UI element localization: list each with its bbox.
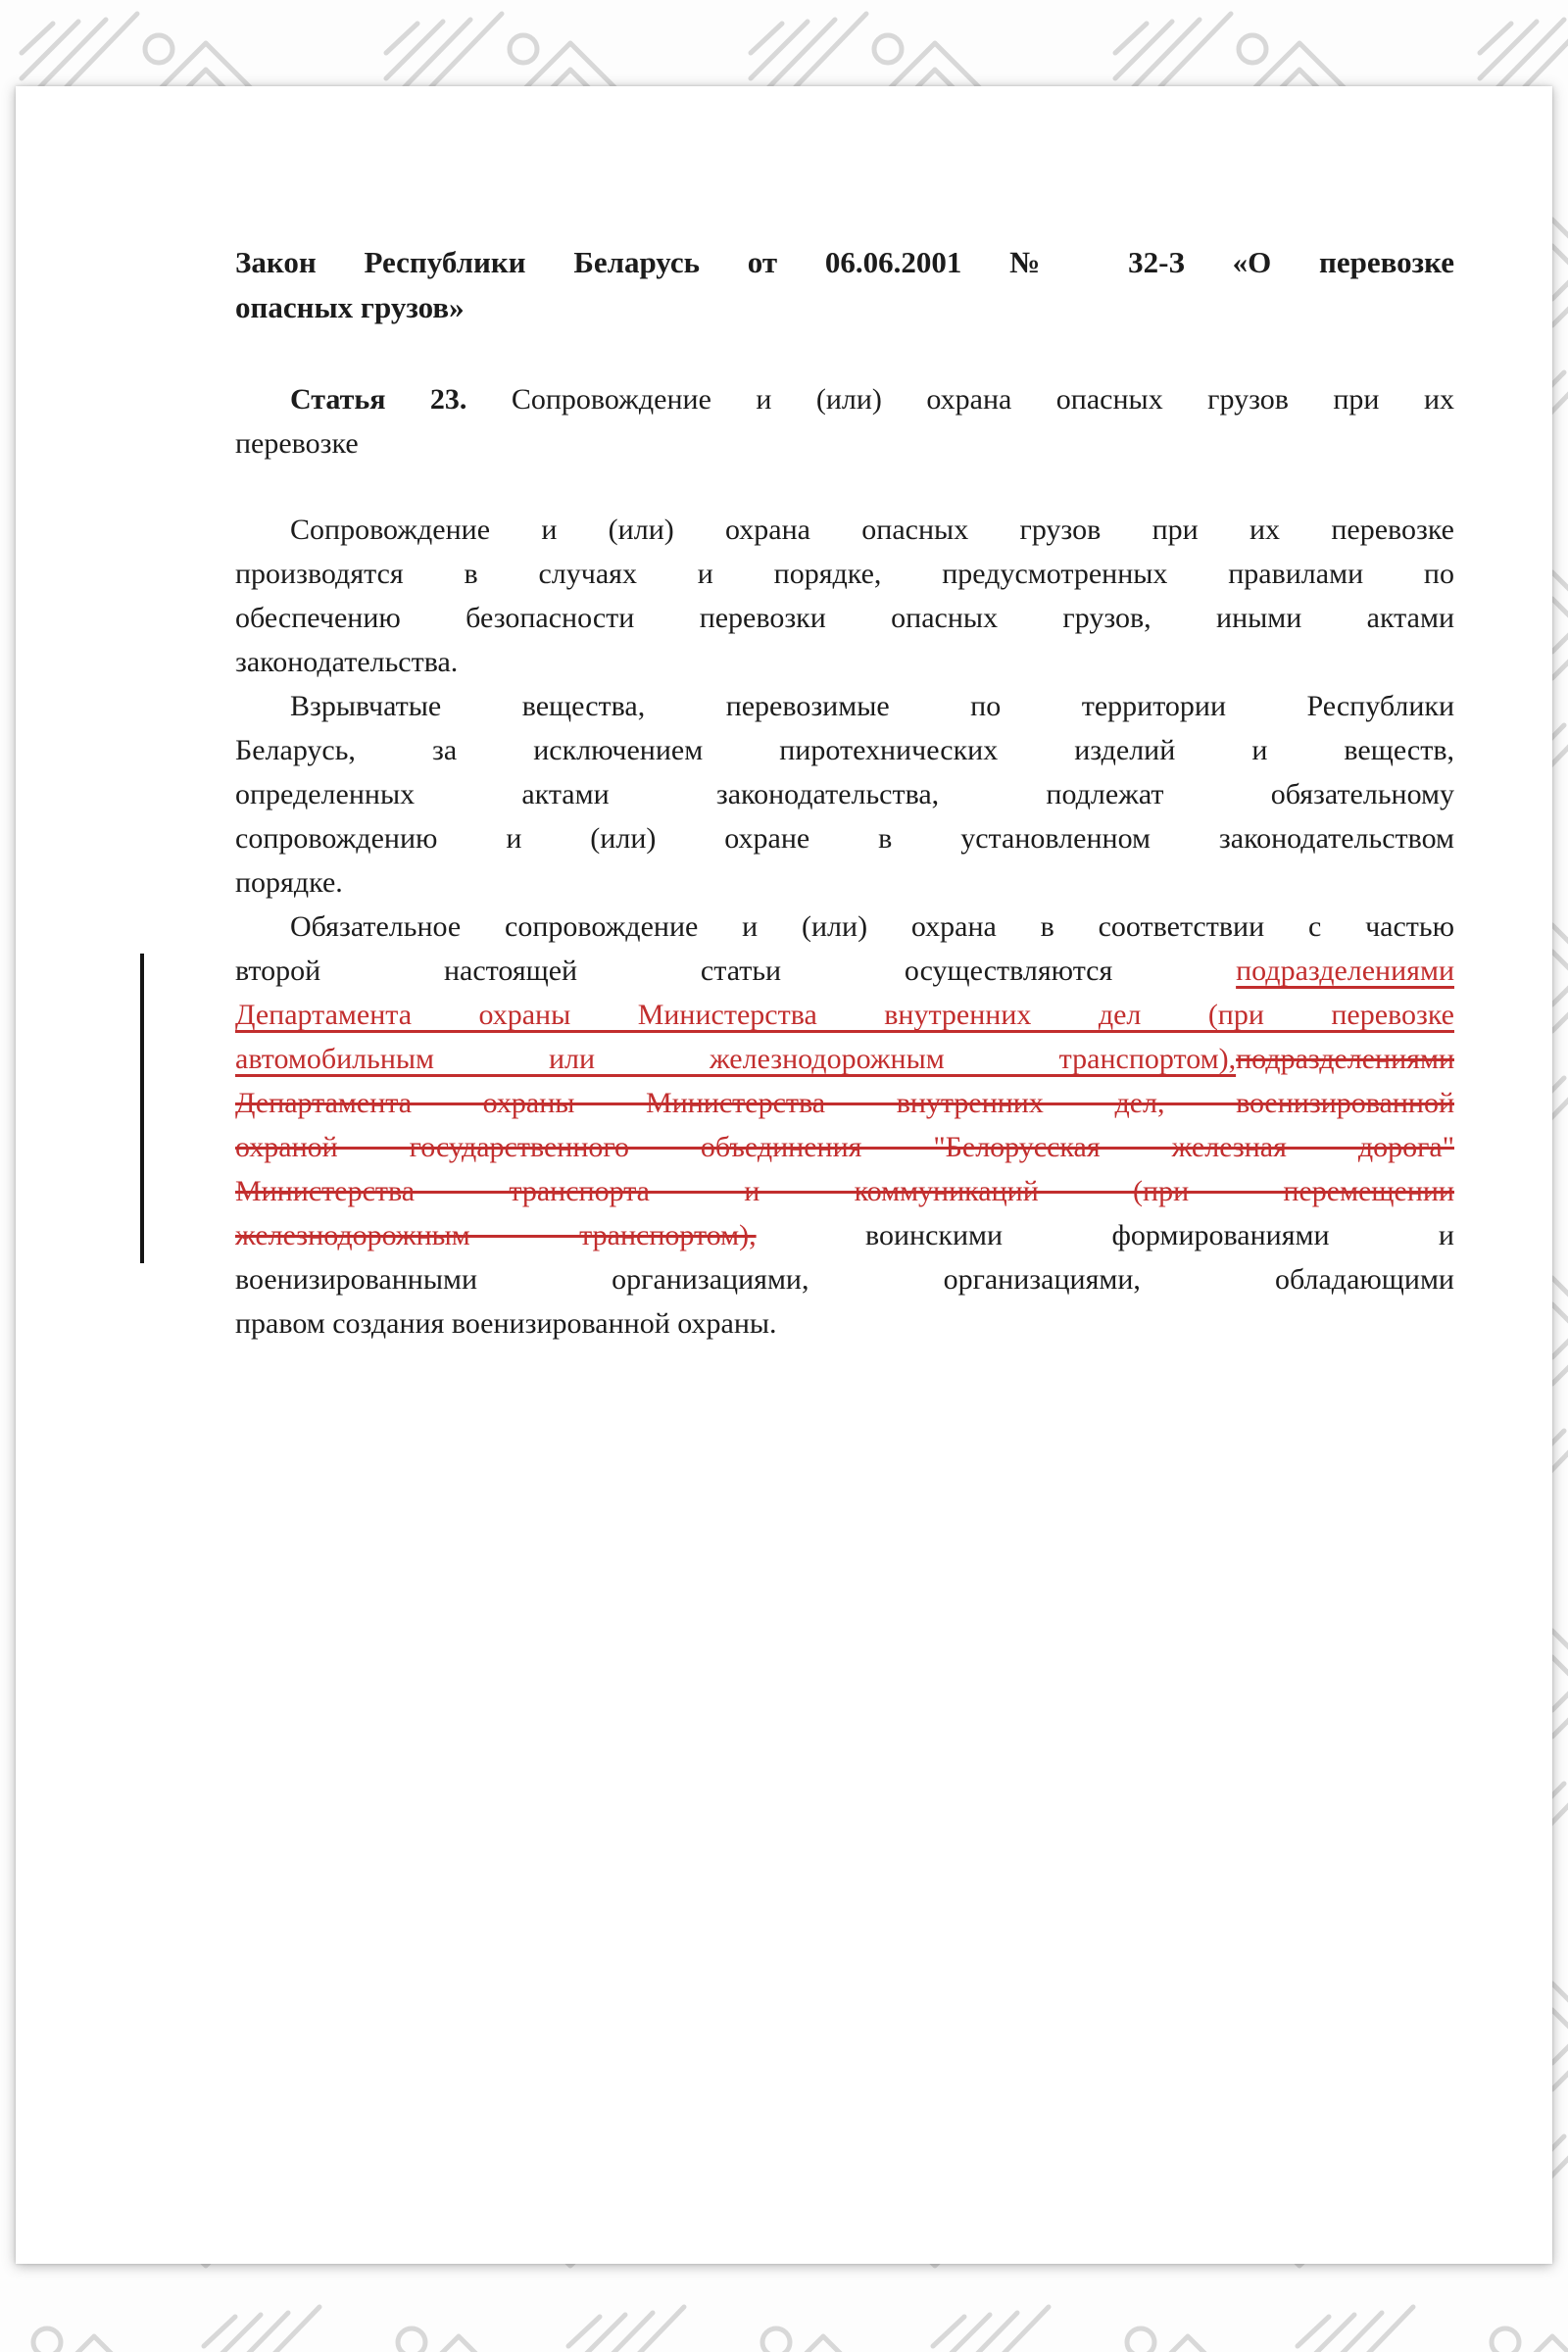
paragraph3-text: правом создания военизированной охраны. — [235, 1307, 777, 1340]
law-title-line-1: Закон Республики Беларусь от 06.06.2001 № 32-З «О перевозке — [235, 245, 1454, 279]
paragraph1-line: производятся в случаях и порядке, предусмотренных правилами по — [235, 558, 1454, 590]
deleted-text: Департамента охраны Министерства внутренних дел, военизированной — [235, 1087, 1454, 1119]
article-heading-text: Сопровождение и (или) охрана опасных грузов при их — [466, 383, 1455, 416]
paragraph3-line — [235, 1037, 1454, 1081]
article-number-label: Статья 23. — [290, 383, 467, 416]
paragraph3-line — [235, 1213, 1454, 1257]
paragraph3-line — [235, 993, 1454, 1037]
paragraph2-line: Беларусь, за исключением пиротехнических изделий и веществ, — [235, 734, 1454, 766]
paragraph2-line: порядке. — [235, 866, 343, 899]
paragraph3-line — [235, 949, 1454, 993]
paragraph3-text: военизированными организациями, организациями, обладающими — [235, 1263, 1454, 1296]
law-title-line-2: опасных грузов» — [235, 290, 465, 324]
paragraph3-line — [235, 1125, 1454, 1169]
page-content — [235, 240, 1454, 1346]
paragraph3-line — [235, 1169, 1454, 1213]
paragraph3-line — [235, 1081, 1454, 1125]
document-page — [16, 86, 1552, 2264]
paragraph1-line: обеспечению безопасности перевозки опасных грузов, иными актами — [235, 602, 1454, 634]
deleted-text: охраной государственного объединения "Белорусская железная дорога" — [235, 1131, 1454, 1163]
deleted-text: Министерства транспорта и коммуникаций (при перемещении — [235, 1175, 1454, 1207]
paragraph3-text: Обязательное сопровождение и (или) охрана в соответствии с частью — [290, 910, 1454, 943]
paragraph3-line — [235, 905, 1454, 949]
paragraph1-line: Сопровождение и (или) охрана опасных грузов при их перевозке — [290, 514, 1454, 546]
inserted-text: Департамента охраны Министерства внутренних дел (при перевозке — [235, 999, 1454, 1031]
paragraph2-line: Взрывчатые вещества, перевозимые по территории Республики — [290, 690, 1454, 722]
inserted-text: подразделениями — [1236, 955, 1454, 987]
paragraph3-line — [235, 1257, 1454, 1301]
paragraph3-text: второй настоящей статьи осуществляются — [235, 955, 1237, 987]
article-heading-line-1 — [235, 377, 1454, 421]
revision-change-bar — [140, 954, 144, 1263]
paragraph2-line: определенных актами законодательства, подлежат обязательному — [235, 778, 1454, 810]
paragraph3-line — [235, 1301, 1454, 1346]
paragraph3-text: воинскими формированиями и — [756, 1219, 1454, 1251]
deleted-text: железнодорожным транспортом), — [235, 1219, 757, 1251]
paragraph2-line: сопровождению и (или) охране в установленном законодательством — [235, 822, 1454, 855]
deleted-text: подразделениями — [1236, 1043, 1454, 1075]
paragraph1-line: законодательства. — [235, 646, 459, 678]
inserted-text: автомобильным или железнодорожным транспортом), — [235, 1043, 1237, 1075]
article-heading-line-2: перевозке — [235, 427, 359, 460]
